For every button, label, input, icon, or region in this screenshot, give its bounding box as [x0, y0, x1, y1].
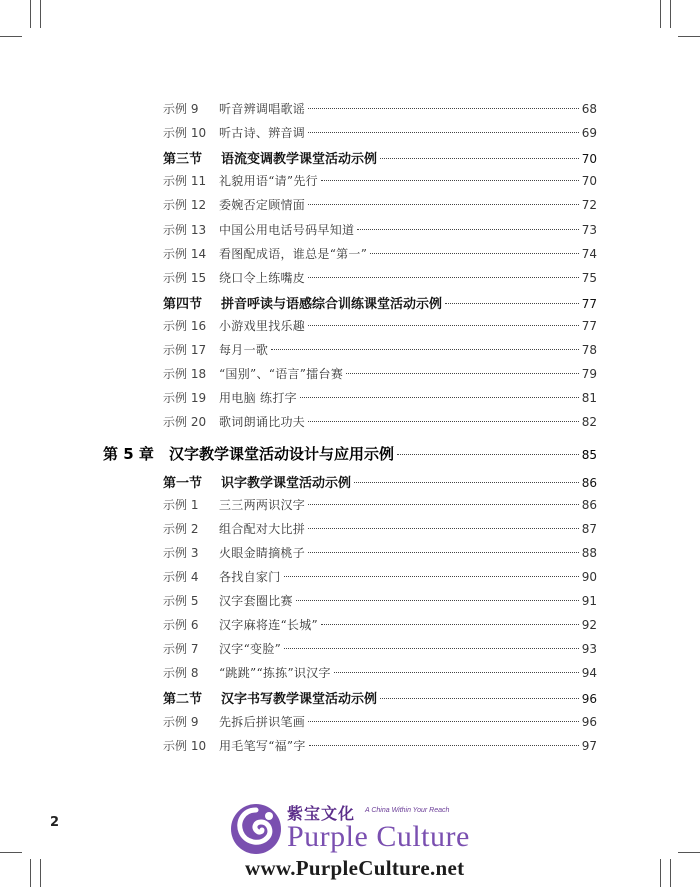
toc-entry-label: 示例 19	[163, 391, 207, 406]
toc-section-row	[163, 148, 597, 168]
toc-page-number: 96	[581, 692, 597, 707]
toc-page-number: 70	[581, 152, 597, 167]
dot-leader	[308, 721, 579, 722]
brand-url: www.PurpleCulture.net	[245, 856, 465, 880]
toc-entry-title: 组合配对大比拼	[219, 521, 306, 536]
toc-entry-row	[163, 317, 597, 337]
toc-entry-row	[163, 544, 597, 564]
toc-entry-title: 歌词朗诵比功夫	[219, 415, 306, 430]
toc-page-number: 77	[581, 296, 597, 311]
toc-entry-label: 示例 9	[163, 102, 199, 116]
dot-leader	[308, 204, 579, 205]
dot-leader	[357, 229, 578, 230]
toc-entry-label: 示例 5	[163, 594, 199, 608]
crop-mark-top-right-h	[678, 36, 700, 37]
toc-entry-row	[163, 713, 597, 733]
dot-leader	[354, 482, 579, 483]
toc-entry-title: 各找自家门	[219, 569, 281, 584]
toc-page-number: 68	[581, 102, 597, 116]
toc-section-title: 识字教学课堂活动示例	[221, 475, 352, 491]
crop-mark-bottom-right-inner	[670, 859, 671, 887]
toc-section-row	[163, 472, 597, 492]
dot-leader	[346, 373, 579, 374]
toc-section-label: 第三节	[163, 152, 203, 168]
toc-page-number: 87	[581, 521, 597, 536]
toc-page-number: 92	[581, 618, 597, 633]
dot-leader	[380, 698, 579, 699]
toc-page-number: 79	[581, 367, 597, 382]
toc-section-row	[163, 293, 597, 313]
dot-leader	[445, 303, 579, 304]
toc-page-number: 96	[581, 714, 597, 729]
toc-page-number: 94	[581, 666, 597, 681]
toc-entry-row	[163, 221, 597, 241]
toc-page-number: 72	[581, 198, 597, 213]
toc-entry-row	[163, 172, 597, 192]
toc-page-number: 78	[581, 343, 597, 357]
toc-entry-label: 示例 12	[163, 198, 207, 213]
toc-entry-label: 示例 16	[163, 318, 207, 333]
dot-leader	[284, 576, 579, 577]
toc-section-row	[163, 688, 597, 708]
toc-entry-row	[163, 341, 597, 361]
toc-entry-row	[163, 640, 597, 660]
crop-mark-bottom-right	[660, 859, 661, 887]
dot-leader	[308, 421, 579, 422]
toc-entry-label: 示例 1	[163, 497, 199, 512]
toc-entry-label: 示例 8	[163, 666, 199, 681]
toc-entry-title: 委婉否定顾情面	[219, 198, 306, 213]
dot-leader	[308, 528, 579, 529]
dot-leader	[308, 277, 579, 278]
toc-entry-row	[163, 496, 597, 516]
toc-entry-label: 示例 2	[163, 521, 199, 536]
toc-entry-row	[163, 269, 597, 289]
purple-swirl-logo-icon	[229, 802, 283, 856]
dot-leader	[308, 504, 579, 505]
toc-entry-label: 示例 14	[163, 246, 207, 261]
crop-mark-top-right	[660, 0, 661, 28]
toc-entry-row	[163, 389, 597, 409]
toc-entry-title: 用电脑 练打字	[219, 391, 297, 406]
toc-entry-row	[163, 616, 597, 636]
toc-page-number: 90	[581, 569, 597, 584]
toc-entry-title: 中国公用电话号码早知道	[219, 222, 355, 237]
dot-leader	[300, 397, 579, 398]
toc-entry-row	[163, 196, 597, 216]
toc-page-number: 77	[581, 318, 597, 333]
toc-entry-title: 听古诗、辨音调	[219, 126, 306, 141]
toc-chapter-row	[103, 443, 597, 467]
brand-chinese: 紫宝文化	[287, 804, 356, 823]
dot-leader	[397, 454, 579, 455]
toc-entry-title: 绕口令上练嘴皮	[219, 270, 306, 285]
toc-entry-label: 示例 18	[163, 367, 207, 382]
toc-entry-title: 火眼金睛摘桃子	[219, 545, 306, 560]
crop-mark-bottom-left-inner	[40, 859, 41, 887]
toc-page-number: 69	[581, 126, 597, 141]
toc-entry-title: 汉字套圈比赛	[219, 594, 293, 608]
crop-mark-top-left-h	[0, 36, 22, 37]
toc-entry-row	[163, 413, 597, 433]
toc-section-label: 第一节	[163, 475, 203, 491]
toc-page-number: 70	[581, 174, 597, 189]
toc-entry-title: 礼貌用语“请”先行	[219, 174, 318, 189]
toc-entry-label: 示例 3	[163, 545, 199, 560]
toc-entry-label: 示例 7	[163, 642, 199, 657]
toc-page-number: 74	[581, 246, 597, 261]
toc-entry-row	[163, 737, 597, 757]
dot-leader	[321, 180, 579, 181]
crop-mark-bottom-left-h	[0, 852, 22, 853]
dot-leader	[284, 648, 579, 649]
toc-section-label: 第二节	[163, 692, 203, 708]
toc-page-number: 85	[581, 448, 597, 463]
toc-entry-row	[163, 124, 597, 144]
toc-entry-row	[163, 568, 597, 588]
crop-mark-top-left	[30, 0, 31, 28]
toc-entry-row	[163, 365, 597, 385]
brand-tagline: A China Within Your Reach	[365, 807, 450, 814]
toc-chapter-label: 第 5 章	[103, 445, 154, 464]
dot-leader	[296, 600, 579, 601]
toc-entry-label: 示例 20	[163, 415, 207, 430]
toc-page-number: 81	[581, 391, 597, 406]
crop-mark-top-right-inner	[670, 0, 671, 28]
brand-english: Purple Culture	[287, 820, 470, 853]
toc-entry-label: 示例 17	[163, 343, 207, 357]
toc-page-number: 97	[581, 738, 597, 753]
toc-entry-row	[163, 592, 597, 612]
dot-leader	[308, 325, 579, 326]
toc-page-number: 75	[581, 270, 597, 285]
toc-entry-label: 示例 4	[163, 569, 199, 584]
toc-entry-title: 每月一歌	[219, 343, 269, 357]
toc-entry-label: 示例 6	[163, 618, 199, 633]
toc-entry-title: 用毛笔写“福”字	[219, 738, 306, 753]
toc-entry-row	[163, 664, 597, 684]
dot-leader	[308, 552, 579, 553]
toc-section-title: 汉字书写教学课堂活动示例	[221, 692, 378, 708]
toc-entry-label: 示例 9	[163, 714, 199, 729]
toc-entry-label: 示例 10	[163, 738, 207, 753]
toc-page-number: 82	[581, 415, 597, 430]
dot-leader	[308, 108, 579, 109]
toc-section-title: 拼音呼读与语感综合训练课堂活动示例	[221, 296, 443, 312]
crop-mark-bottom-left	[30, 859, 31, 887]
purple-culture-watermark	[225, 800, 525, 885]
toc-page-number: 86	[581, 497, 597, 512]
toc-entry-title: 听音辨调唱歌谣	[219, 102, 306, 116]
toc-entry-label: 示例 15	[163, 270, 207, 285]
toc-page-number: 86	[581, 475, 597, 490]
toc-entry-title: 先拆后拼识笔画	[219, 714, 306, 729]
dot-leader	[308, 132, 579, 133]
toc-chapter-title: 汉字教学课堂活动设计与应用示例	[169, 445, 395, 464]
dot-leader	[370, 253, 579, 254]
toc-entry-label: 示例 11	[163, 174, 207, 189]
toc-entry-label: 示例 13	[163, 222, 207, 237]
toc-page-number: 91	[581, 594, 597, 608]
toc-entry-title: 小游戏里找乐趣	[219, 318, 306, 333]
toc-page-number: 93	[581, 642, 597, 657]
toc-page-number: 88	[581, 545, 597, 560]
page-number: 2	[50, 815, 60, 830]
dot-leader	[271, 349, 579, 350]
toc-section-title: 语流变调教学课堂活动示例	[221, 152, 378, 168]
toc-entry-title: “跳跳”“拣拣”识汉字	[219, 666, 331, 681]
crop-mark-top-left-inner	[40, 0, 41, 28]
toc-entry-title: “国别”、“语言”擂台赛	[219, 367, 344, 382]
dot-leader	[334, 672, 579, 673]
toc-entry-label: 示例 10	[163, 126, 207, 141]
toc-entry-row	[163, 245, 597, 265]
dot-leader	[309, 745, 579, 746]
crop-mark-bottom-right-h	[678, 852, 700, 853]
dot-leader	[321, 624, 579, 625]
toc-entry-title: 汉字麻将连“长城”	[219, 618, 318, 633]
toc-section-label: 第四节	[163, 296, 203, 312]
toc-entry-row	[163, 520, 597, 540]
toc-page-number: 73	[581, 222, 597, 237]
toc-entry-title: 三三两两识汉字	[219, 497, 306, 512]
toc-entry-title: 汉字“变脸”	[219, 642, 282, 657]
toc-entry-row	[163, 100, 597, 120]
toc-entry-title: 看图配成语，谁总是“第一”	[219, 246, 368, 261]
dot-leader	[380, 158, 579, 159]
